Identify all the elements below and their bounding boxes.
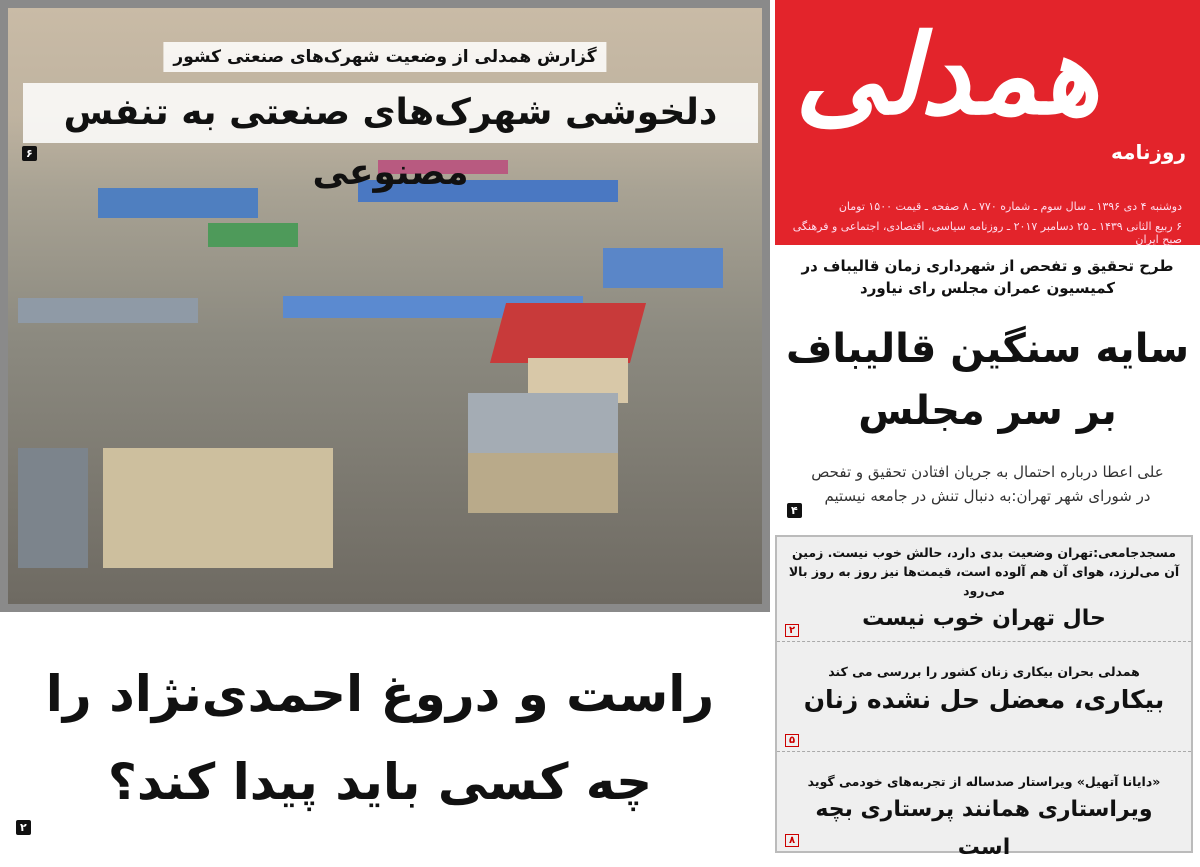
lead-story-kicker: طرح تحقیق و تفحص از شهرداری زمان قالیباف در کمیسیون عمران مجلس رای نیاورد xyxy=(801,257,1174,297)
roof-gray xyxy=(18,298,198,323)
item-title: بیکاری، معضل حل نشده زنان xyxy=(803,685,1165,714)
lead-story-headline[interactable] xyxy=(780,318,1195,442)
deck-line2: در شورای شهر تهران:به دنبال تنش در جامعه نیستیم xyxy=(824,487,1151,505)
lead-headline-line1: سایه سنگین قالیباف xyxy=(785,326,1190,372)
roof-blue xyxy=(603,248,723,288)
roof-green xyxy=(208,223,298,247)
page-number: ۵ xyxy=(785,734,799,747)
list-item[interactable] xyxy=(777,642,1191,752)
page-number: ۲ xyxy=(785,624,799,637)
main-headline-line1: راست و دروغ احمدی‌نژاد را xyxy=(45,665,715,723)
main-headline[interactable] xyxy=(20,650,740,826)
roof-gray xyxy=(468,393,618,453)
masthead xyxy=(775,0,1200,245)
list-item[interactable] xyxy=(777,752,1191,860)
lead-story-deck xyxy=(780,460,1195,508)
page-number: ۴ xyxy=(787,503,802,518)
industrial-town-photo xyxy=(0,0,770,612)
item-kicker: مسجدجامعی:تهران وضعیت بدی دارد، حالش خوب نیست. زمین آن می‌لرزد، هوای آن هم آلوده است، قیمت‌ها نیز روز به روز بالا می‌رود xyxy=(788,545,1180,598)
building-wall xyxy=(468,453,618,513)
item-title: حال تهران خوب نیست xyxy=(862,606,1106,631)
logo-subtitle: روزنامه xyxy=(1111,140,1186,164)
item-kicker: همدلی بحران بیکاری زنان کشور را بررسی می کند xyxy=(828,664,1140,679)
lead-headline-line2: بر سر مجلس xyxy=(858,388,1117,434)
news-box xyxy=(775,535,1193,860)
main-headline-line2: چه کسی باید پیدا کند؟ xyxy=(107,753,653,811)
roof-blue xyxy=(98,188,258,218)
roof-gray xyxy=(18,448,88,568)
page-number: ۶ xyxy=(22,146,37,161)
page-number: ۲ xyxy=(16,820,31,835)
roof-red xyxy=(490,303,646,363)
list-item[interactable] xyxy=(777,537,1191,642)
item-kicker: «دایانا آتهیل» ویراستار صدساله از تجربه‌های خودمی گوید xyxy=(807,774,1161,789)
page-number: ۸ xyxy=(785,834,799,847)
newspaper-logo: همدلی xyxy=(795,10,1100,139)
photo-story-title[interactable]: دلخوشی شهرک‌های صنعتی به تنفس مصنوعی xyxy=(23,83,758,143)
issue-info-2: ۶ ربیع الثانی ۱۴۳۹ ـ ۲۵ دسامبر ۲۰۱۷ ـ روزنامه سیاسی، اقتصادی، اجتماعی و فرهنگی صبح ایران xyxy=(792,220,1182,246)
issue-info: دوشنبه ۴ دی ۱۳۹۶ ـ سال سوم ـ شماره ۷۷۰ ـ ۸ صفحه ـ قیمت ۱۵۰۰ تومان xyxy=(838,200,1182,213)
building-wall xyxy=(103,448,333,568)
photo-story-kicker: گزارش همدلی از وضعیت شهرک‌های صنعتی کشور xyxy=(163,42,606,72)
deck-line1: علی اعطا درباره احتمال به جریان افتادن تحقیق و تفحص xyxy=(811,463,1164,481)
item-title: ویراستاری همانند پرستاری بچه است xyxy=(815,797,1153,860)
